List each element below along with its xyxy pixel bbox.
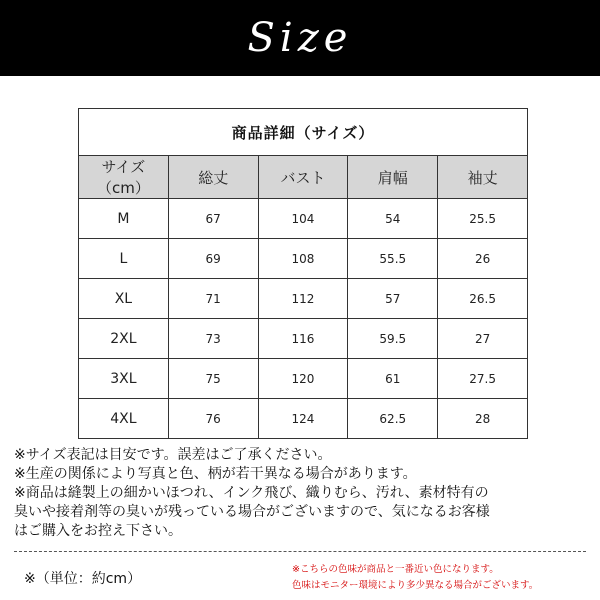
table-title-row <box>79 109 528 156</box>
table-row <box>79 399 528 439</box>
size-label: M <box>79 199 169 239</box>
length-value: 69 <box>168 239 258 279</box>
banner-title: Size <box>247 15 353 61</box>
note-line: はご購入をお控え下さい。 <box>14 523 182 539</box>
note-line: ※商品は縫製上の細かいほつれ、インク飛び、織りむら、汚れ、素材特有の <box>14 485 489 501</box>
bust-value: 116 <box>258 319 348 359</box>
size-banner <box>0 0 600 76</box>
unit-note: ※（単位：約cm） <box>24 571 142 587</box>
dashed-divider <box>14 551 586 552</box>
shoulder-value: 57 <box>348 279 438 319</box>
table-row <box>79 319 528 359</box>
length-value: 73 <box>168 319 258 359</box>
length-value: 76 <box>168 399 258 439</box>
note-line: 臭いや接着剤等の臭いが残っている場合がございますので、気になるお客様 <box>14 504 490 520</box>
shoulder-value: 59.5 <box>348 319 438 359</box>
shoulder-value: 62.5 <box>348 399 438 439</box>
notes-block <box>14 446 594 541</box>
header-length: 総丈 <box>168 156 258 199</box>
note-line: ※サイズ表記は目安です。誤差はご了承ください。 <box>14 447 332 463</box>
sleeve-value: 28 <box>438 399 528 439</box>
length-value: 71 <box>168 279 258 319</box>
color-note-line: ※こちらの色味が商品と一番近い色になります。 <box>292 564 499 575</box>
shoulder-value: 61 <box>348 359 438 399</box>
header-shoulder: 肩幅 <box>348 156 438 199</box>
bust-value: 120 <box>258 359 348 399</box>
sleeve-value: 26.5 <box>438 279 528 319</box>
bust-value: 124 <box>258 399 348 439</box>
sleeve-value: 26 <box>438 239 528 279</box>
header-size: サイズ（cm） <box>79 156 169 199</box>
length-value: 67 <box>168 199 258 239</box>
color-notes <box>292 562 592 594</box>
table-header-row <box>79 156 528 199</box>
bust-value: 104 <box>258 199 348 239</box>
note-line: ※生産の関係により写真と色、柄が若干異なる場合があります。 <box>14 466 417 482</box>
bust-value: 112 <box>258 279 348 319</box>
length-value: 75 <box>168 359 258 399</box>
table-row <box>79 279 528 319</box>
shoulder-value: 54 <box>348 199 438 239</box>
table-row <box>79 359 528 399</box>
size-label: XL <box>79 279 169 319</box>
size-table <box>78 108 528 439</box>
shoulder-value: 55.5 <box>348 239 438 279</box>
color-note-line: 色味はモニター環境により多少異なる場合がございます。 <box>292 580 539 591</box>
size-label: 2XL <box>79 319 169 359</box>
sleeve-value: 27.5 <box>438 359 528 399</box>
size-label: 3XL <box>79 359 169 399</box>
table-row <box>79 239 528 279</box>
header-sleeve: 袖丈 <box>438 156 528 199</box>
table-title: 商品詳細（サイズ） <box>79 109 528 156</box>
size-label: L <box>79 239 169 279</box>
sleeve-value: 27 <box>438 319 528 359</box>
table-row <box>79 199 528 239</box>
bust-value: 108 <box>258 239 348 279</box>
sleeve-value: 25.5 <box>438 199 528 239</box>
header-bust: バスト <box>258 156 348 199</box>
size-label: 4XL <box>79 399 169 439</box>
